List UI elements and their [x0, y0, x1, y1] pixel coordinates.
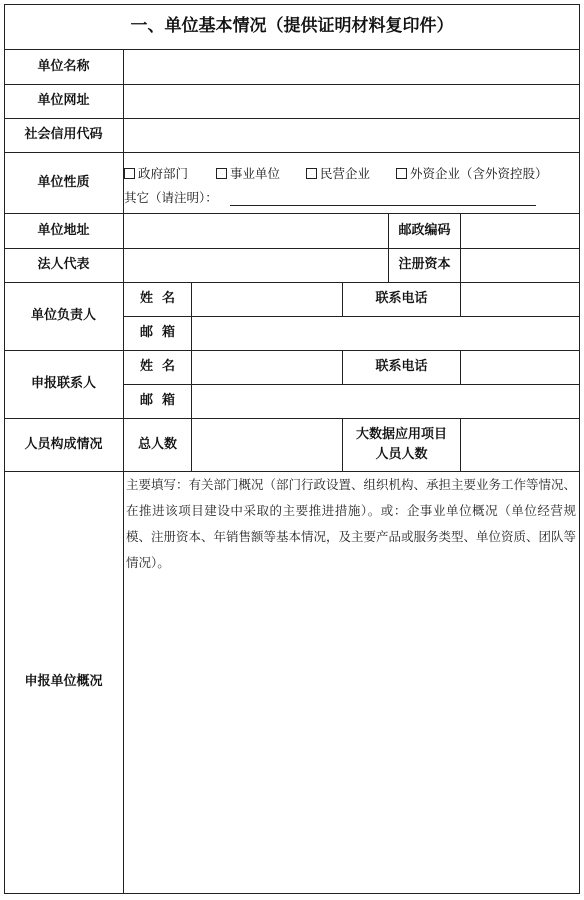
- head-email-label: 邮 箱: [139, 325, 176, 341]
- checkbox-icon: [306, 168, 317, 179]
- nature-option-foreign[interactable]: [396, 164, 548, 182]
- credit-code-field[interactable]: [124, 119, 579, 152]
- bigdata-staff-label: [343, 418, 460, 471]
- contact-name-label: 姓 名: [139, 359, 176, 375]
- rule: [579, 4, 580, 894]
- unit-head-label: 单位负责人: [30, 308, 96, 324]
- head-name-label: 姓 名: [139, 291, 176, 307]
- registered-capital-field[interactable]: [461, 249, 579, 282]
- overview-field[interactable]: [124, 564, 579, 892]
- nature-option-private[interactable]: [306, 164, 370, 182]
- checkbox-icon: [216, 168, 227, 179]
- unit-name-field[interactable]: [124, 50, 579, 84]
- head-email-field[interactable]: [192, 317, 579, 350]
- head-phone-field[interactable]: [461, 283, 579, 316]
- checkbox-icon: [124, 168, 135, 179]
- rule: [4, 893, 580, 894]
- head-phone-label: 联系电话: [375, 291, 428, 307]
- other-label: 其它（请注明）：: [124, 190, 218, 205]
- legal-rep-field[interactable]: [124, 249, 388, 282]
- unit-info-form: [4, 4, 580, 894]
- bigdata-staff-field[interactable]: [461, 419, 579, 471]
- unit-name-label: 单位名称: [37, 58, 90, 74]
- unit-url-label: 单位网址: [37, 93, 90, 109]
- form-title: 一、单位基本情况（提供证明材料复印件）: [130, 15, 454, 36]
- contact-phone-field[interactable]: [461, 351, 579, 384]
- bigdata-staff-label-line1: 大数据应用项目: [355, 427, 447, 442]
- contact-email-field[interactable]: [192, 385, 579, 418]
- legal-rep-label: 法人代表: [37, 257, 90, 273]
- postal-code-field[interactable]: [461, 214, 579, 248]
- unit-nature-label: 单位性质: [37, 174, 90, 190]
- head-name-field[interactable]: [192, 283, 342, 316]
- bigdata-staff-label-line2: 人员人数: [375, 446, 428, 462]
- overview-label: 申报单位概况: [24, 674, 103, 690]
- nature-option-institution[interactable]: [216, 164, 280, 182]
- staff-composition-label: 人员构成情况: [24, 436, 103, 452]
- total-staff-label: 总人数: [137, 436, 177, 452]
- nature-option-government[interactable]: [124, 164, 188, 182]
- total-staff-field[interactable]: [192, 419, 342, 471]
- contact-name-field[interactable]: [192, 351, 342, 384]
- postal-code-label: 邮政编码: [398, 222, 451, 238]
- checkbox-icon: [396, 168, 407, 179]
- contact-phone-label: 联系电话: [375, 359, 428, 375]
- option-label: 事业单位: [230, 166, 281, 181]
- option-label: 外资企业（含外资控股）: [410, 166, 548, 181]
- other-field[interactable]: [230, 188, 536, 206]
- unit-address-field[interactable]: [124, 214, 388, 248]
- option-label: 民营企业: [320, 166, 371, 181]
- unit-url-field[interactable]: [124, 85, 579, 118]
- registered-capital-label: 注册资本: [398, 257, 451, 273]
- credit-code-label: 社会信用代码: [24, 127, 103, 143]
- option-label: 政府部门: [138, 166, 189, 181]
- contact-email-label: 邮 箱: [139, 393, 176, 409]
- applicant-contact-label: 申报联系人: [30, 376, 96, 392]
- unit-address-label: 单位地址: [37, 222, 90, 238]
- overview-description: 主要填写：有关部门概况（部门行政设置、组织机构、承担主要业务工作等情况、在推进该项目建设中采取的主要推进措施）。或：企事业单位概况（单位经营规模、注册资本、年销售额等基本情况，及主要产品或服务类型、单位资质、团队等情况）。: [126, 477, 577, 570]
